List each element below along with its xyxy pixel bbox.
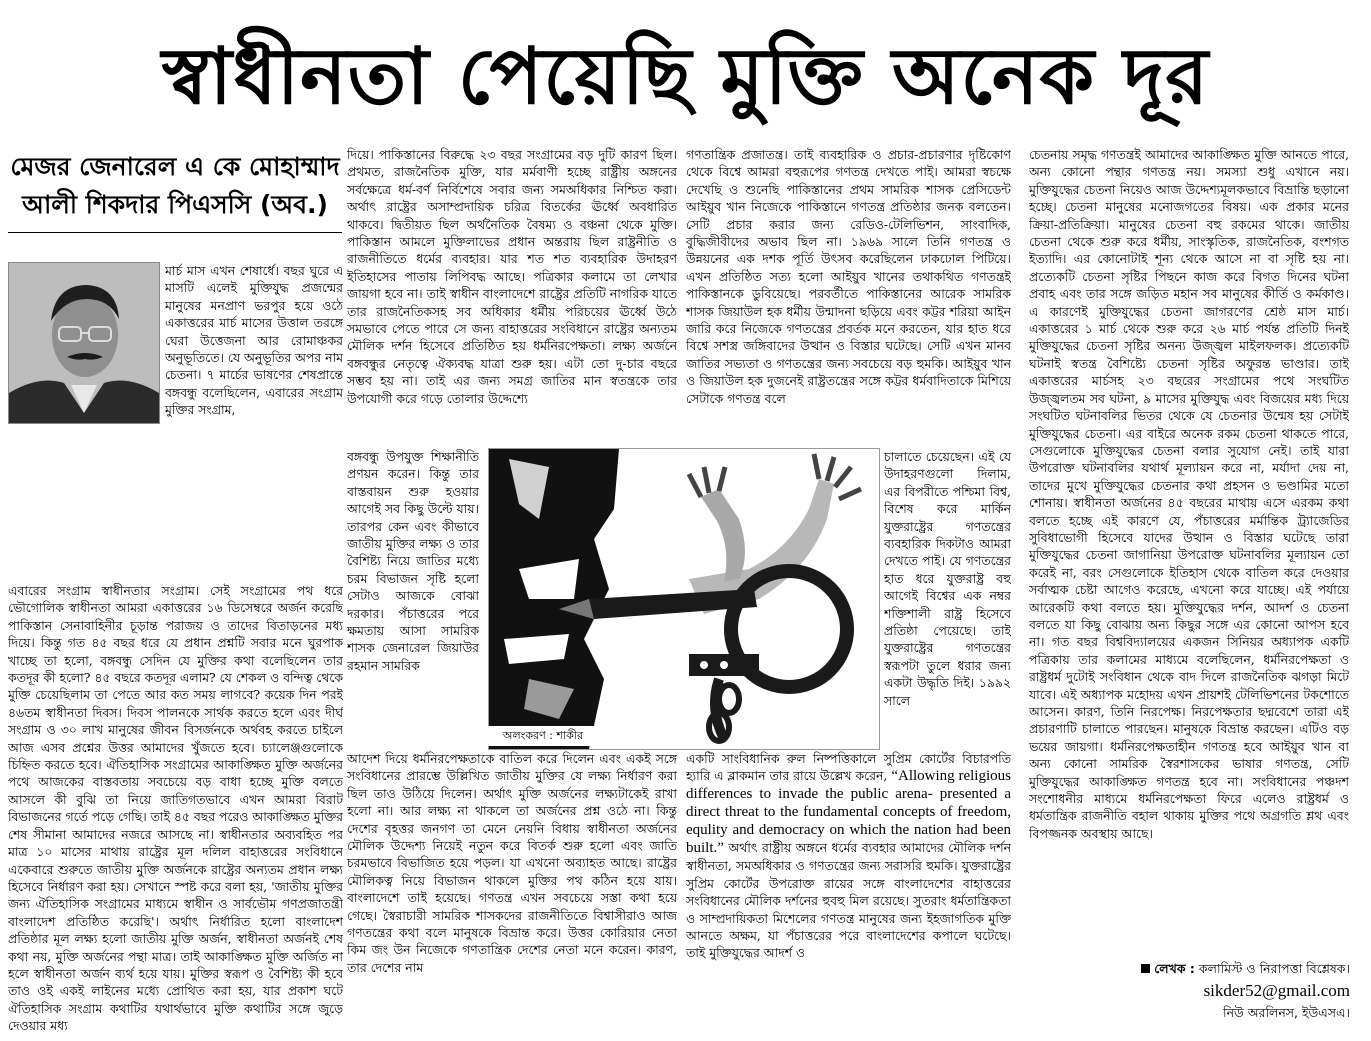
illustration: [488, 448, 880, 750]
column-2-top: [347, 146, 677, 446]
quote-intro: একটি সাংবিধানিক রুল নিষ্পত্তিকালে সুপ্রিম কোর্টের বিচারপতি হ্যারি এ ব্লাকমান তার রায়ে উল্লেখ করেন,: [686, 751, 1011, 784]
column-3-bottom: [686, 750, 1011, 1037]
square-bullet-icon: [1141, 964, 1150, 973]
paragraph-col2-top: দিয়ে। পাকিস্তানের বিরুদ্ধে ২৩ বছর সংগ্রামের বড় দুটি কারণ ছিল। প্রথমত, রাজনৈতিক মুক্তি, যার মর্মবাণী হচ্ছে রাষ্ট্রীয় অঙ্গনের সর্বক্ষেত্রে ধর্ম-বর্ণ নির্বিশেষে সবার জন্য সমঅধিকার নিশ্চিত করা। অর্থাৎ রাষ্ট্রের অসাম্প্রদায়িক চরিত্র বিতর্কের ঊর্ধ্বে অবধারিত থাকবে। দ্বিতীয়ত ছিল অর্থনৈতিক বৈষম্য ও বঞ্চনা থেকে মুক্তি। পাকিস্তান আমলে মুক্তিলাভের প্রধান অন্তরায় ছিল রাষ্ট্রনীতি ও রাজনীতিতে ধর্মের ব্যবহার। যার শত শত ব্যবহারিক উদাহরণ ইতিহাসের পাতায় লিপিবদ্ধ আছে। পত্রিকার কলামে তা লেখার জায়গা হবে না। তাই স্বাধীন বাংলাদেশে রাষ্ট্রের প্রতিটি নাগরিক যাতে তার রাজনৈতিকসহ সব অধিকার ধর্মীয় পরিচয়ের ঊর্ধ্বে উঠে সমভাবে পেতে পারে সে জন্য বাহাত্তরের সংবিধানে রাষ্ট্রের অন্যতম মৌলিক দর্শন হিসেবে প্রতিষ্ঠিত হয় ধর্মনিরপেক্ষতা। লক্ষ্য অর্জনে বঙ্গবন্ধুর নেতৃত্বে ঐক্যবদ্ধ যাত্রা শুরু হয়। এটা তো দু-চার বছরে সম্ভব হয় না। তাই এর জন্য সমগ্র জাতির মান স্বতন্ত্রকে তার উপযোগী করে গড়ে তোলার উদ্দেশ্যে: [347, 147, 677, 406]
paragraph-col4: চেতনায় সমৃদ্ধ গণতন্ত্রই আমাদের আকাঙ্ক্ষিত মুক্তি আনতে পারে, অন্য কোনো পন্থার গণতন্ত্র নয়। সমস্যা শুধু এখানে নয়। মুক্তিযুদ্ধের চেতনা নিয়েও আজ উদ্দেশ্যমূলকভাবে বিভ্রান্তি ছড়ানো হচ্ছে। চেতনা মানুষের মনোজগতের বিষয়। এক প্রকার মনের ক্রিয়া-প্রতিক্রিয়া। মানুষের চেতনা বহু রকমের থাকে। জাতীয় চেতনা থেকে শুরু করে ধর্মীয়, সাংস্কৃতিক, রাজনৈতিক, বংশগত ইত্যাদি। এর কোনোটাই শূন্য থেকে আসে না বা সৃষ্টি হয় না। প্রত্যেকটি চেতনা সৃষ্টির পিছনে কাজ করে বিগত দিনের ঘটনা প্রবাহ এবং তার সঙ্গে জড়িত মহান সব মানুষের কীর্তি ও কর্মকাণ্ড। এ কারণেই মুক্তিযুদ্ধের চেতনা জাগরণের শ্রেষ্ঠ মাস মার্চ। একাত্তরের ১ মার্চ থেকে শুরু করে ২৬ মার্চ পর্যন্ত প্রতিটি দিনই মুক্তিযুদ্ধের চেতনা সৃষ্টির অনন্য উজ্জ্বল মাইলফলক। প্রত্যেকটি ঘটনাই স্বতন্ত্র বৈশিষ্ট্যে চেতনা সৃষ্টির অফুরন্ত ভাণ্ডার। তাই একাত্তরের মার্চসহ ২৩ বছরের সংগ্রামের পথে সংঘটিত উজ্জ্বলতম সব ঘটনা, ৯ মাসের মুক্তিযুদ্ধ এবং বিজয়ের মধ্য দিয়ে সংঘটিত ঘটনাবলির ভিতর থেকে যে চেতনার উন্মেষ হয় সেটাই মুক্তিযুদ্ধের চেতনা। এর বাইরে অনেক রকম চেতনা থাকতে পারে, সেগুলোকে মুক্তিযুদ্ধের চেতনা বলার সুযোগ নেই। তাই যারা উপরোক্ত ঘটনাবলির যথার্থ মূল্যায়ন করে না, মর্যাদা দেয় না, তাদের মুখে মুক্তিযুদ্ধের চেতনার কথা প্রহসন ও ভণ্ডামির মতো শোনায়। স্বাধীনতা অর্জনের ৪৫ বছরের মাথায় এসে এরকম কথা বলতে হচ্ছে এই কারণে যে, পঁচাত্তরের মর্মান্তিক ট্র্যাজেডির সুবিধাভোগী হিসেবে যাদের উত্থান ও বিস্তার ঘটেছে তারা মুক্তিযুদ্ধের চেতনা জাগানিয়া উপরোক্ত ঘটনাবলির মূল্যায়ন তো করেই না, বরং সেগুলোকে ইতিহাস থেকে বাতিল করে দেওয়ার সর্বাত্মক চেষ্টা আগেও করেছে, এখনো করে যাচ্ছে। এই পর্যায়ে আরেকটি কথা বলতে হয়। মুক্তিযুদ্ধের দর্শন, আদর্শ ও চেতনা বলতে যা কিছু বোঝায় অন্য কিছুর সঙ্গে এর কোনো আপস হবে না। গত বছর বিশ্ববিদ্যালয়ের একজন সিনিয়র অধ্যাপক একটি পত্রিকায় তার কলামের মাধ্যমে বলেছিলেন, ধর্মনিরপেক্ষতা ও রাষ্ট্রধর্ম দুটোই সংবিধান থেকে বাদ দিলে রাজনৈতিক ঝগড়া মিটে যাবে। এই অধ্যাপক মহোদয় এখন প্রায়শই টেলিভিশনের টকশোতে আসেন। কারণ, তিনি নিরপেক্ষ। নিরপেক্ষতার ছদ্মবেশে তারা এই প্রচারণাটি চালাতে পারছেন। মানুষকে বিভ্রান্ত করছেন। এটিও বড় ভয়ের জায়গা। ধর্মনিরপেক্ষতাহীন গণতন্ত্র হবে আইয়ুব খান বা অন্য কোনো সামরিক স্বৈরশাসকের ভাষার গণতন্ত্র, সেটি মুক্তিযুদ্ধের আকাঙ্ক্ষিত গণতন্ত্র হবে না। সংবিধানের পঞ্চদশ সংশোধনীর মাধ্যমে ধর্মনিরপেক্ষতা ফিরে এলেও রাষ্ট্রধর্ম ও ধর্মতান্ত্রিক রাজনীতি বহাল থাকায় মুক্তির পথে অগ্রগতি শ্লথ এবং বিপজ্জনক অবস্থায় আছে।: [1029, 147, 1349, 841]
byline-rule: [8, 232, 342, 233]
byline-line-1: মেজর জেনারেল এ কে মোহাম্মাদ: [10, 152, 340, 181]
author-role: কলামিস্ট ও নিরাপত্তা বিশ্লেষক।: [1198, 961, 1350, 976]
author-label: লেখক :: [1154, 961, 1195, 976]
headline: স্বাধীনতা পেয়েছি মুক্তি অনেক দূর: [161, 32, 1210, 122]
column-1-bottom: [8, 582, 343, 1037]
column-2-bottom: [347, 750, 677, 1037]
paragraph-col2-mid: বঙ্গবন্ধু উপযুক্ত শিক্ষানীতি প্রণয়ন করেন। কিন্তু তার বাস্তবায়ন শুরু হওয়ার আগেই সব কিছু উল্টে যায়। তারপর কেন এবং কীভাবে জাতীয় মুক্তির লক্ষ্য ও তার বৈশিষ্ট্য নিয়ে জাতির মধ্যে চরম বিভাজন সৃষ্টি হলো সেটাও আজকে বোঝা দরকার। পঁচাত্তরের পরে ক্ষমতায় আসা সামরিক শাসক জেনারেল জিয়াউর রহমান সামরিক: [347, 449, 479, 673]
paragraph-col3-mid: চালাতে চেয়েছেন। এই যে উদাহরণগুলো দিলাম, এর বিপরীতে পশ্চিমা বিশ্ব, বিশেষ করে মার্কিন যুক্তরাষ্ট্রের গণতন্ত্রের ব্যবহারিক দিকটাও আমরা দেখতে পাই। যে গণতন্ত্রের হাত ধরে যুক্তরাষ্ট্র বহু আগেই বিশ্বের এক নম্বর শক্তিশালী রাষ্ট্র হিসেবে প্রতিষ্ঠা পেয়েছে। তাই যুক্তরাষ্ট্রের গণতন্ত্রের স্বরূপটা তুলে ধরার জন্য একটা উদ্ধৃতি দিই। ১৯৯২ সালে: [884, 449, 1011, 708]
author-email: sikder52@gmail.com: [1203, 981, 1350, 1000]
handcuff-pen-illustration-icon: [489, 449, 879, 749]
column-3-top: [686, 146, 1011, 446]
column-4: [1029, 146, 1349, 956]
blackmun-quote: “Allowing religious differences to invade the public arena- presented a direct threat to the fundamental concepts of freedom, equlity and democracy on which the nation had been built.”: [686, 768, 1011, 857]
author-portrait: [8, 262, 160, 424]
column-3-middle: [884, 448, 1011, 748]
column-1-top: [165, 262, 343, 582]
illustration-caption: অলংকরণ : শাকীর: [488, 726, 598, 746]
paragraph-col1: এবারের সংগ্রাম স্বাধীনতার সংগ্রাম। সেই সংগ্রামের পথ ধরে ভৌগোলিক স্বাধীনতা আমরা একাত্তরের ১৬ ডিসেম্বরে অর্জন করেছি পাকিস্তান সেনাবাহিনীর চূড়ান্ত পরাজয় ও তাদের বিতাড়নের মধ্য দিয়ে। কিন্তু গত ৪৫ বছর ধরে যে প্রধান প্রশ্নটি সবার মনে ঘুরপাক খাচ্ছে তা হলো, বঙ্গবন্ধু সেদিন যে মুক্তির কথা বলেছিলেন তার কতদূর কী হলো? ৪৫ বছরে কতদূর এলাম? যে শেকল ও বন্দিত্ব থেকে মুক্তি চেয়েছিলাম তা পেতে আর কত সময় লাগবে? কয়েক দিন পরই ৪৬তম স্বাধীনতা দিবস। দিবস পালনকে সার্থক করতে হলে এবং দীর্ঘ সংগ্রাম ও ৩০ লাখ মানুষের জীবন বিসর্জনকে অর্থবহ করতে চাইলে আজ এসব প্রশ্নের উত্তর আমাদের খুঁজতে হবে। চ্যালেঞ্জগুলোকে চিহ্নিত করতে হবে। ঐতিহাসিক সংগ্রামের আকাঙ্ক্ষিত মুক্তি অর্জনের পথে আজকের বাস্তবতায় সবচেয়ে বড় বাধা হচ্ছে মুক্তি বলতে আসলে কী বুঝি তা নিয়ে জাতিগতভাবে এখন আমরা বিরাট বিভাজনের গর্তে পড়ে গেছি। তাই ৪৫ বছর পরেও আকাঙ্ক্ষিত মুক্তির শেষ সীমানা আমাদের নজরে আসছে না। স্বাধীনতার অব্যবহিত পর মাত্র ১০ মাসের মাথায় রাষ্ট্রের মূল দলিল বাহাত্তরের সংবিধানে একেবারে শুরুতে জাতীয় মুক্তি অর্জনকে রাষ্ট্রের অন্যতম প্রধান লক্ষ্য হিসেবে নির্ধারণ করা হয়। সেখানে স্পষ্ট করে বলা হয়, 'জাতীয় মুক্তির জন্য ঐতিহাসিক সংগ্রামের মাধ্যমে স্বাধীন ও সার্বভৌম গণপ্রজাতন্ত্রী বাংলাদেশ প্রতিষ্ঠিত করেছি'। অর্থাৎ নির্ধারিত হলো বাংলাদেশ প্রতিষ্ঠার মূল লক্ষ্য হলো জাতীয় মুক্তি অর্জন, স্বাধীনতা অর্জনই শেষ কথা নয়, মুক্তি অর্জনের পন্থা মাত্র। তাই আকাঙ্ক্ষিত মুক্তি অর্জিত না হলে স্বাধীনতা অর্জন ব্যর্থ হয়ে যায়। মুক্তির স্বরূপ ও বৈশিষ্ট্য কী হবে তাও ওই একই লাইনের মধ্যে প্রোথিত করা হয়, যার প্রকাশ ঘটে ঐতিহাসিক সংগ্রাম কথাটির যথার্থভাবে মুক্তি কথাটির সঙ্গে জুড়ে দেওয়ার মধ্য: [8, 583, 343, 1034]
byline: [10, 148, 340, 224]
paragraph-intro: মার্চ মাস এখন শেষার্ধে। বছর ঘুরে এ মাসটি এলেই মুক্তিযুদ্ধ প্রজন্মের মানুষের মনপ্রাণ ভরপুর হয়ে ওঠে একাত্তরের মার্চ মাসের উত্তাল তরঙ্গে ঘেরা উত্তেজনা আর রোমাঞ্চকর অনুভূতিতে। যে অনুভূতির অপর নাম চেতনা। ৭ মার্চের ভাষণের শেষপ্রান্তে বঙ্গবন্ধু বলেছিলেন, এবারের সংগ্রাম মুক্তির সংগ্রাম,: [165, 263, 343, 418]
paragraph-col2-bottom: আদেশ দিয়ে ধর্মনিরপেক্ষতাকে বাতিল করে দিলেন এবং একই সঙ্গে সংবিধানের প্রারম্ভে উল্লিখিত জাতীয় মুক্তির যে লক্ষ্য নির্ধারণ করা ছিল তাও উঠিয়ে দিলেন। অর্থাৎ মুক্তি অর্জনের লক্ষ্যটাকেই রাখা হলো না। আর লক্ষ্য না থাকলে তা অর্জনের প্রশ্ন ওঠে না। কিন্তু দেশের বৃহত্তর জনগণ তা মেনে নেয়নি বিধায় স্বাধীনতা অর্জনের মৌলিক উদ্দেশ্য নিয়েই নতুন করে বিতর্ক শুরু হলো এবং জাতি চরমভাবে বিভাজিত হয়ে পড়ল। যা এখনো অব্যাহত আছে। রাষ্ট্রের মৌলিকত্ব নিয়ে বিভাজন থাকলে মুক্তির পথ কঠিন হয়ে যায়। বাংলাদেশে তাই হয়েছে। গণতন্ত্র এখন সবচেয়ে সস্তা কথা হয়ে গেছে। স্বৈরাচারী সামরিক শাসকদের রাজনীতিতে বিশ্বাসীরাও আজ গণতন্ত্রের কথা বলে মানুষকে বিভ্রান্ত করে। উত্তর কোরিয়ার নেতা কিম জং উন নিজেকে গণতান্ত্রিক দেশের নেতা মনে করেন। কারণ, তার দেশের নাম: [347, 751, 677, 975]
column-2-middle: [347, 448, 479, 748]
portrait-photo-icon: [9, 263, 159, 423]
author-location: নিউ অরলিনস, ইউএসএ।: [1223, 1005, 1350, 1020]
author-role-line: [1110, 958, 1350, 980]
paragraph-col3-bottom: [686, 750, 1011, 962]
byline-line-2: আলী শিকদার পিএসসি (অব.): [22, 190, 328, 219]
quote-commentary: অর্থাৎ রাষ্ট্রীয় অঙ্গনে ধর্মের ব্যবহার আমাদের মৌলিক দর্শন স্বাধীনতা, সমঅধিকার ও গণতন্ত্রের জন্য সরাসরি হুমকি। যুক্তরাষ্ট্রের সুপ্রিম কোর্টের উপরোক্ত রায়ের সঙ্গে বাংলাদেশের বাহাত্তরের সংবিধানের মৌলিক দর্শনের হুবহু মিল রয়েছে। সুতরাং ধর্মতান্ত্রিকতা ও সাম্প্রদায়িকতা মিশেলের গণতন্ত্র মানুষের জন্য ইহজাগতিক মুক্তি আনতে অক্ষম, যা পঁচাত্তরের পরে বাংলাদেশের কপালে ঘটেছে। তাই মুক্তিযুদ্ধের আদর্শ ও: [686, 840, 1011, 961]
author-note: [1110, 958, 1350, 1024]
paragraph-col3-top: গণতান্ত্রিক প্রজাতন্ত্র। তাই ব্যবহারিক ও প্রচার-প্রচারণার দৃষ্টিকোণ থেকে বিশ্বে আমরা বহুরূপের গণতন্ত্র দেখতে পাই। আমরা স্বচক্ষে দেখেছি ও শুনেছি পাকিস্তানের প্রথম সামরিক শাসক প্রেসিডেন্ট আইয়ুব খান নিজেকে পাকিস্তানে গণতন্ত্র প্রতিষ্ঠার জনক বলতেন। সেটি প্রচার করার জন্য রেডিও-টেলিভিশন, সাংবাদিক, বুদ্ধিজীবীদের অভাব ছিল না। ১৯৬৯ সালে তিনি গণতন্ত্র ও উন্নয়নের এক দশক পূর্তি উৎসব করেছিলেন ঢাকঢোল পিটিয়ে। এখন প্রতিষ্ঠিত সত্য হলো আইয়ুব খানের তথাকথিত গণতন্ত্রই পাকিস্তানকে ডুবিয়েছে। পরবর্তীতে পাকিস্তানের আরেক সামরিক শাসক জিয়াউল হক ধর্মীয় উন্মাদনা ছড়িয়ে এবং কট্টর শরিয়া আইন জারি করে নিজেকে গণতন্ত্রের প্রবর্তক মনে করতেন, যার হাত ধরে বিশ্বে সশস্ত্র জঙ্গিবাদের উত্থান ও বিস্তার ঘটেছে। সেটি এখন মানব জাতির সভ্যতা ও গণতন্ত্রের জন্য সবচেয়ে বড় হুমকি। আইয়ুব খান ও জিয়াউল হক দুজনেই রাষ্ট্রতন্ত্রের সঙ্গে কট্টর ধর্মবাদিতাকে মিশিয়ে সেটাকে গণতন্ত্র বলে: [686, 147, 1011, 406]
